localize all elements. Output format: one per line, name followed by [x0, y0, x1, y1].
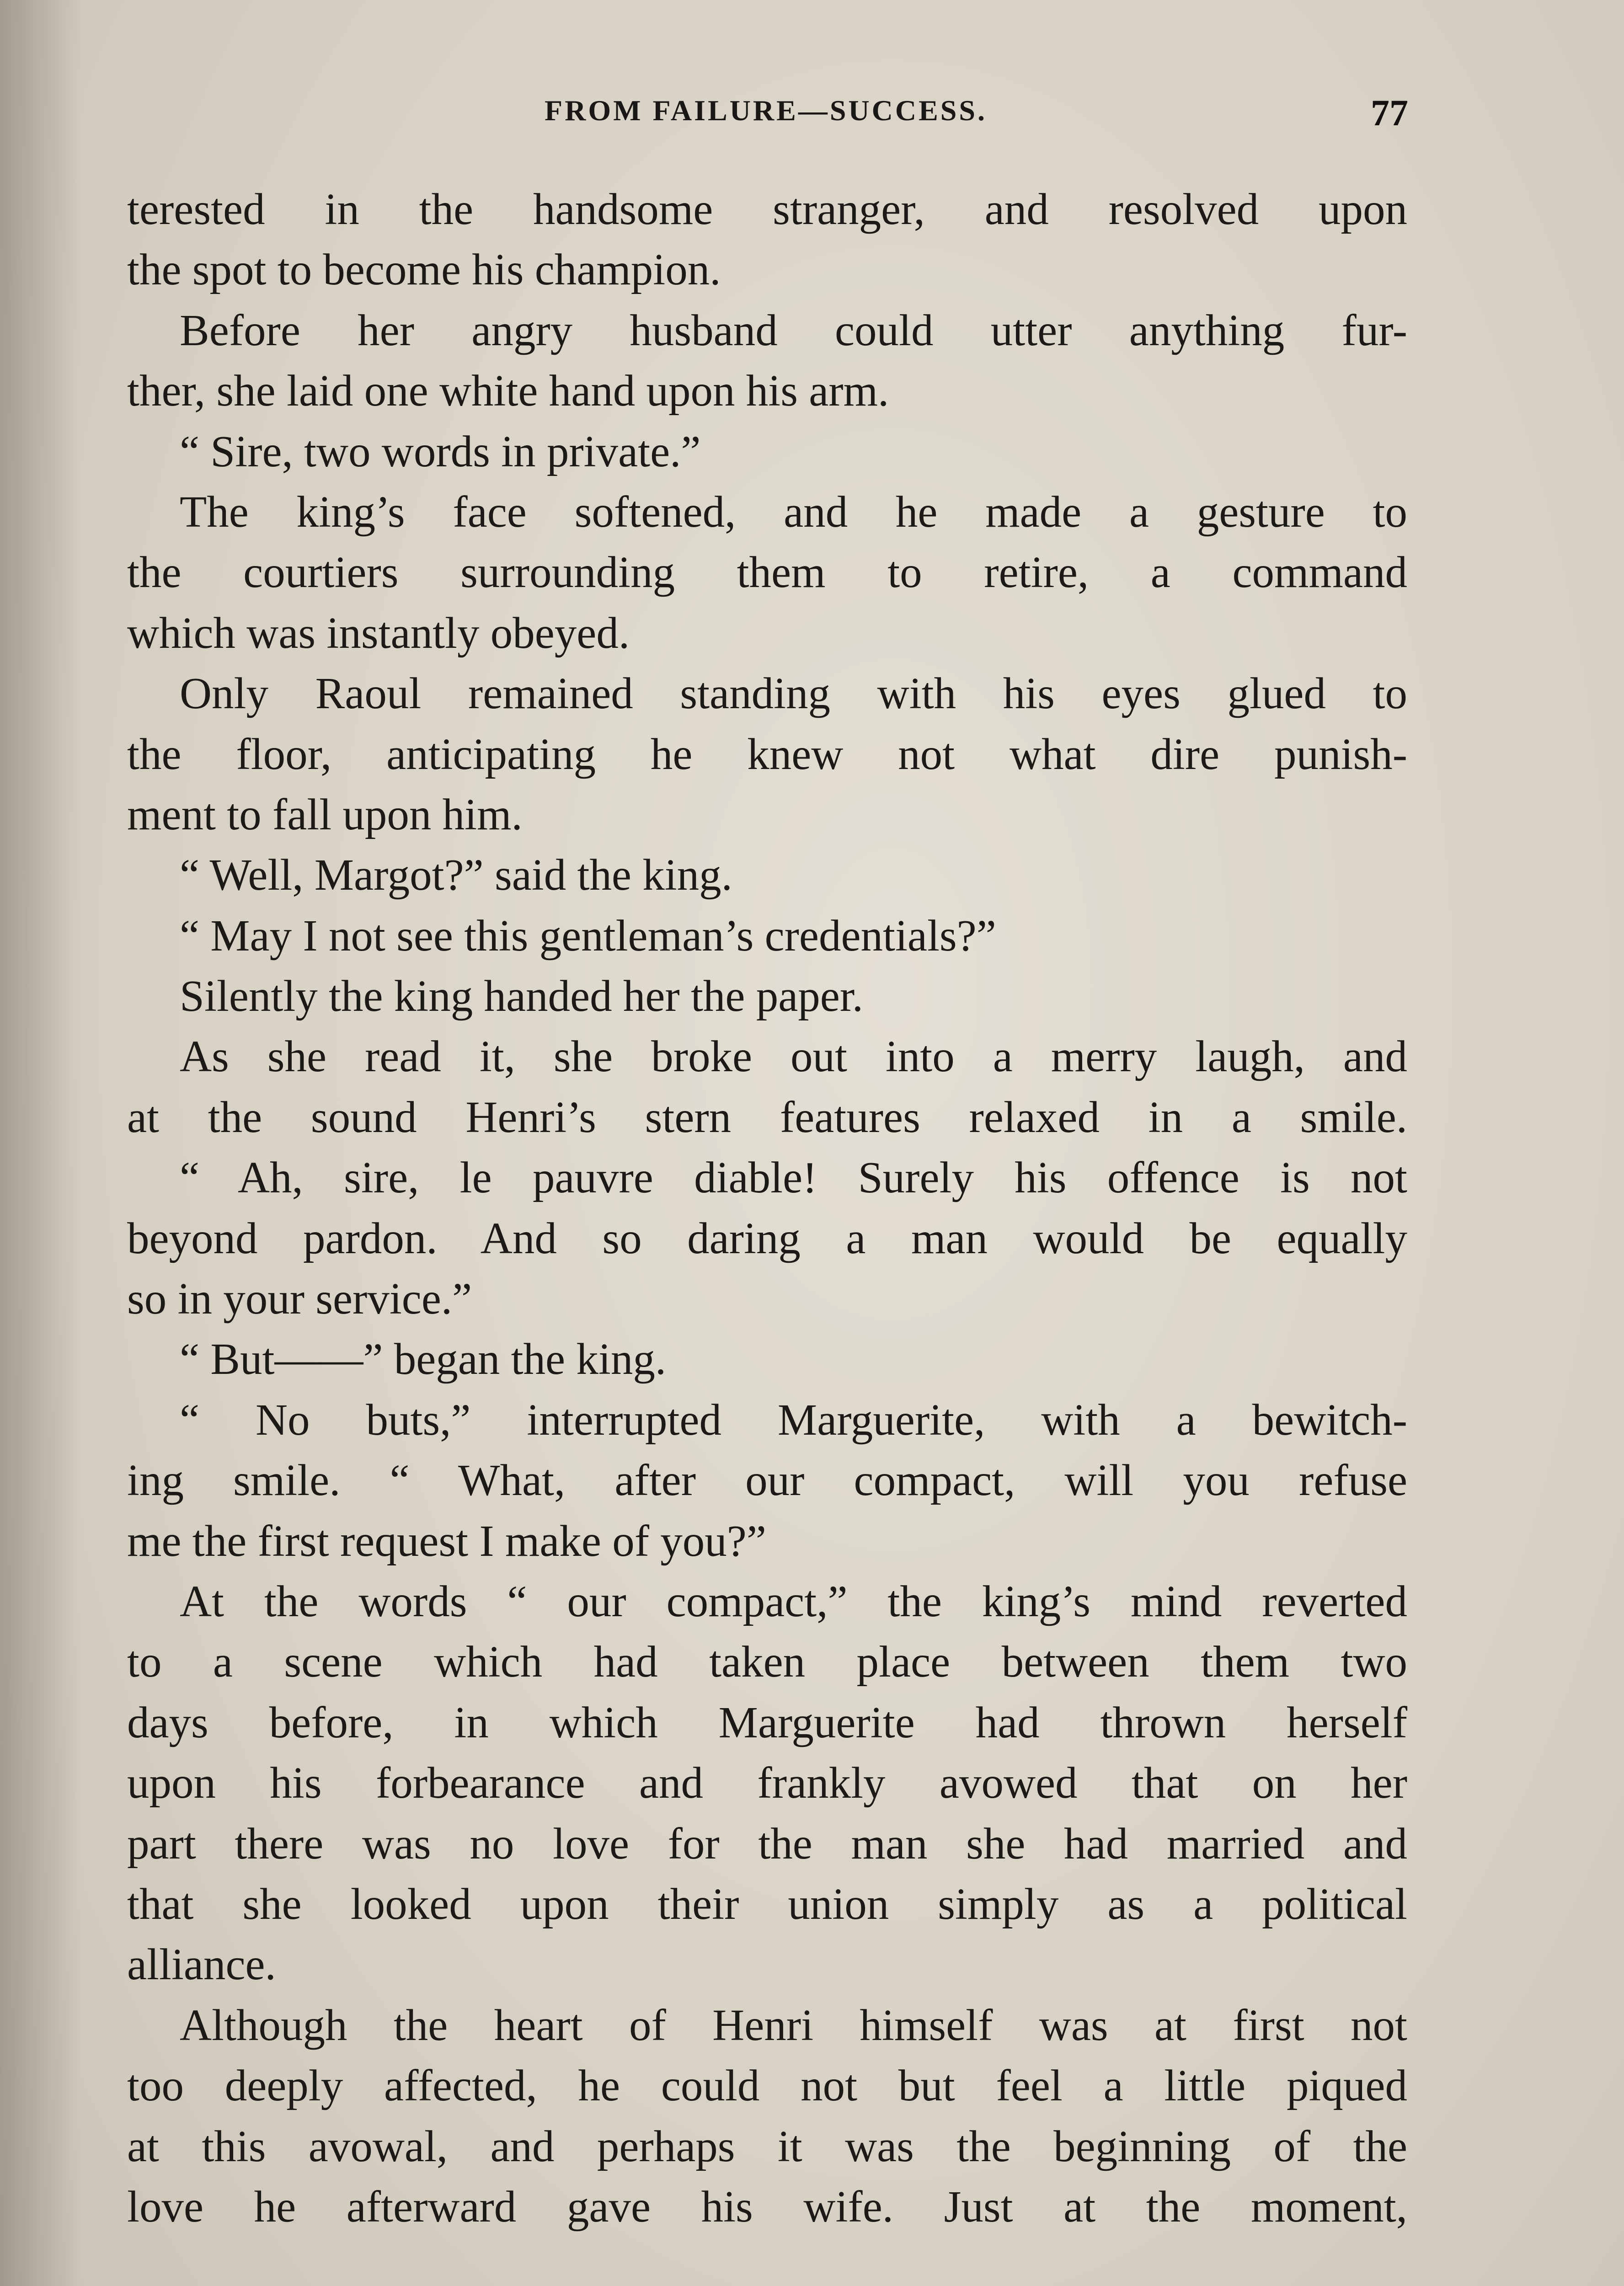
- page-number: 77: [1371, 92, 1408, 134]
- text-line: “ Ah, sire, le pauvre diable! Surely his offence is not: [180, 1153, 1407, 1202]
- text-line: Silently the king handed her the paper.: [180, 972, 864, 1021]
- text-line: ing smile. “ What, after our compact, will you refuse: [127, 1456, 1407, 1505]
- text-line: “ But——” began the king.: [180, 1335, 667, 1384]
- text-line: Before her angry husband could utter anything fur-: [180, 305, 1407, 355]
- text-line: Only Raoul remained standing with his eyes glued to: [180, 669, 1407, 718]
- text-line: too deeply affected, he could not but feel a little piqued: [127, 2061, 1407, 2110]
- text-line: to a scene which had taken place between them two: [127, 1637, 1407, 1687]
- text-line: the spot to become his champion.: [127, 245, 721, 294]
- text-line: days before, in which Marguerite had thrown herself: [127, 1698, 1407, 1747]
- text-line: “ No buts,” interrupted Marguerite, with a bewitch-: [180, 1395, 1407, 1444]
- text-line: terested in the handsome stranger, and resolved upon: [127, 185, 1407, 234]
- text-line: Although the heart of Henri himself was at first not: [180, 2000, 1407, 2050]
- text-line: “ Well, Margot?” said the king.: [180, 850, 732, 900]
- text-line: At the words “ our compact,” the king’s mind reverted: [180, 1576, 1407, 1626]
- text-line: love he afterward gave his wife. Just at the moment,: [127, 2182, 1407, 2231]
- text-line: at the sound Henri’s stern features relaxed in a smile.: [127, 1092, 1407, 1142]
- text-line: “ May I not see this gentleman’s credentials?”: [180, 911, 996, 960]
- text-line: ther, she laid one white hand upon his arm.: [127, 366, 889, 416]
- text-line: As she read it, she broke out into a merry laugh, and: [180, 1032, 1407, 1081]
- text-line: the courtiers surrounding them to retire, a command: [127, 548, 1407, 597]
- text-line: The king’s face softened, and he made a gesture to: [180, 487, 1407, 536]
- text-line: alliance.: [127, 1940, 276, 1989]
- text-line: which was instantly obeyed.: [127, 608, 630, 657]
- text-line: at this avowal, and perhaps it was the beginning of the: [127, 2121, 1407, 2171]
- text-line: that she looked upon their union simply as a political: [127, 1879, 1407, 1928]
- text-line: so in your service.”: [127, 1274, 472, 1324]
- text-line: part there was no love for the man she had married and: [127, 1819, 1407, 1868]
- text-line: the floor, anticipating he knew not what dire punish-: [127, 729, 1407, 779]
- text-line: ment to fall upon him.: [127, 790, 523, 839]
- running-head-title: FROM FAILURE—SUCCESS.: [545, 94, 987, 127]
- text-line: beyond pardon. And so daring a man would be equally: [127, 1213, 1407, 1263]
- text-line: upon his forbearance and frankly avowed that on her: [127, 1758, 1407, 1808]
- text-line: “ Sire, two words in private.”: [180, 427, 701, 476]
- text-line: me the first request I make of you?”: [127, 1516, 766, 1565]
- gutter-shadow: [0, 0, 82, 2286]
- body-text: [127, 179, 1407, 2237]
